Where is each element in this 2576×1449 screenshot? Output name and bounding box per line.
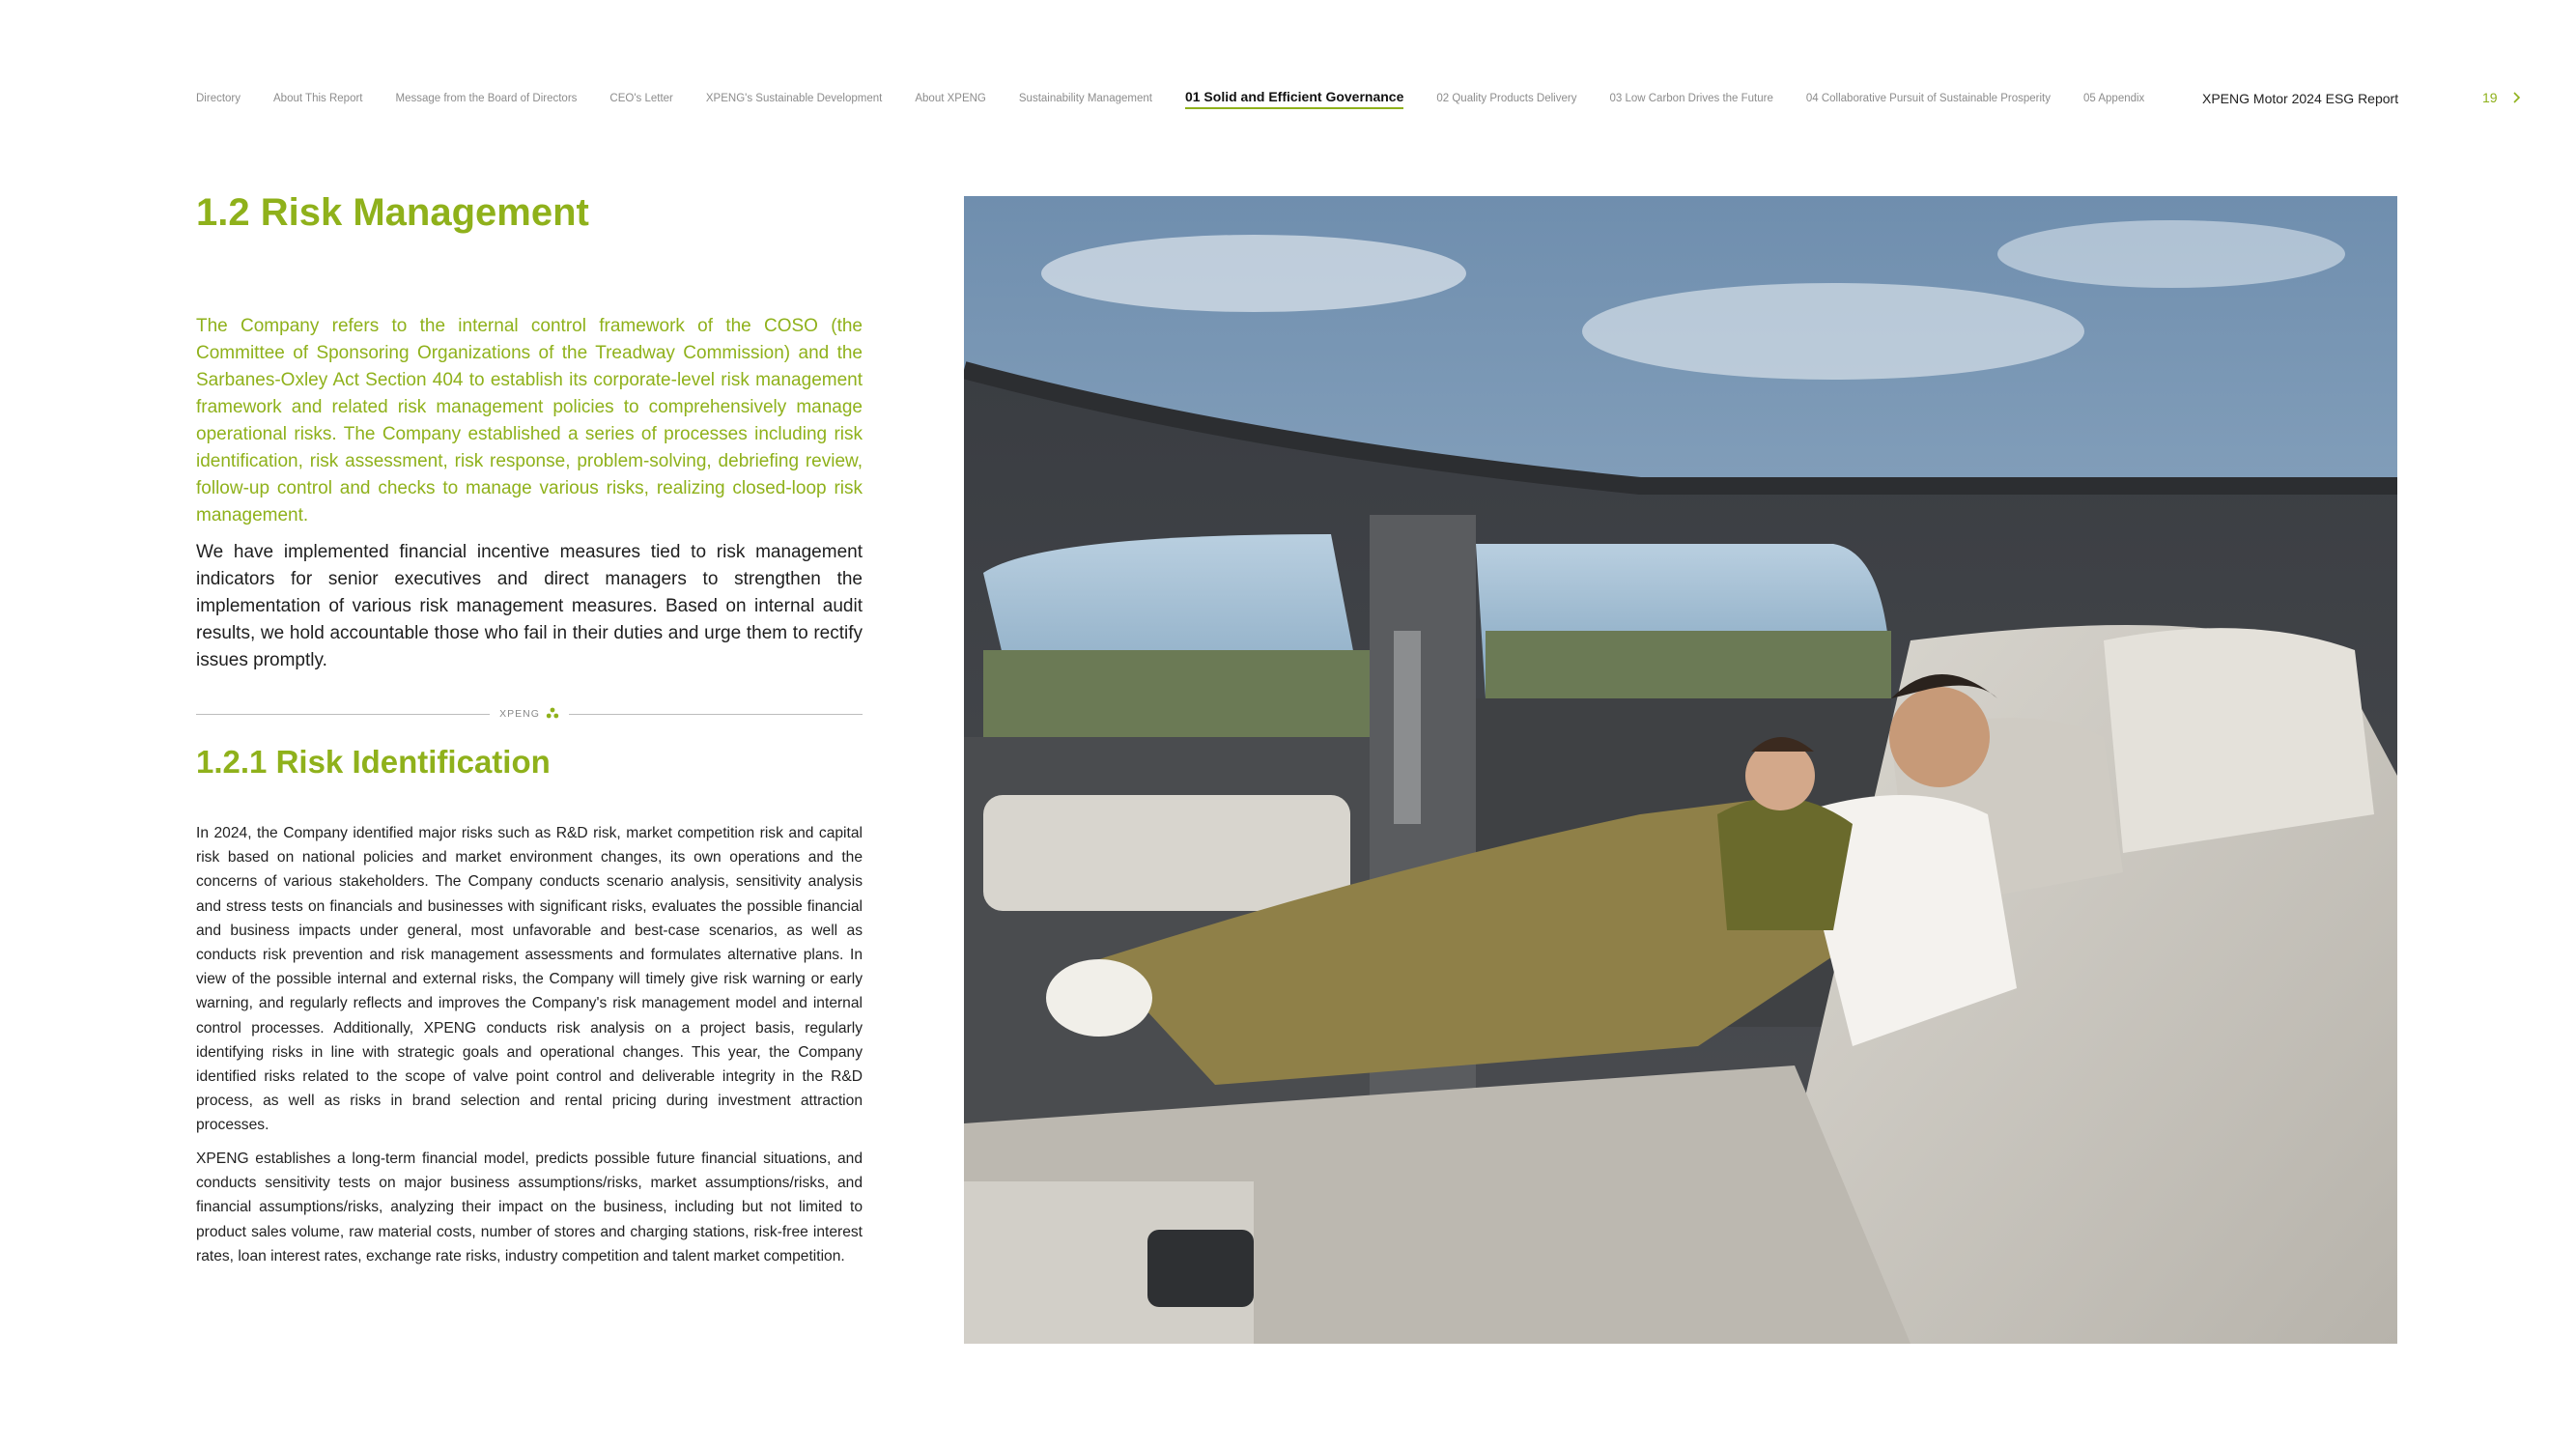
- top-navigation: [196, 89, 2177, 114]
- nav-item-about-xpeng[interactable]: About XPENG: [915, 93, 986, 104]
- nav-item-board-message[interactable]: Message from the Board of Directors: [395, 93, 578, 104]
- nav-item-ceo-letter[interactable]: CEO's Letter: [609, 93, 673, 104]
- nav-item-prosperity[interactable]: 04 Collaborative Pursuit of Sustainable Prosperity: [1805, 93, 2051, 104]
- nav-item-directory[interactable]: Directory: [196, 93, 241, 104]
- nav-item-governance[interactable]: 01 Solid and Efficient Governance: [1185, 89, 1403, 109]
- section-divider: [196, 703, 863, 724]
- subsection-body: XPENG establishes a long-term financial model, predicts possible future financial situations, and conducts sensitivity tests on major business assumptions/risks, market assumptions/risks, and financial assumptions/risks, analyzing their impact on the business, including but not limited to product sales volume, raw material costs, number of stores and charging stations, risk-free interest rates, loan interest rates, exchange rate risks, industry competition and talent market competition.: [196, 1151, 863, 1264]
- report-title: XPENG Motor 2024 ESG Report: [2202, 91, 2399, 106]
- section-title: 1.2 Risk Management: [196, 191, 589, 234]
- divider-brand: [490, 707, 569, 722]
- xpeng-leaf-icon: [546, 707, 559, 722]
- nav-item-sustainability-management[interactable]: Sustainability Management: [1018, 93, 1152, 104]
- subsection-body: In 2024, the Company identified major risks such as R&D risk, market competition risk and capital risk based on national policies and market environment changes, its own operations and the concerns of various stakeholders. The Company conducts scenario analysis, sensitivity analysis and stress tests on financials and businesses with significant risks, evaluates the possible financial and business impacts under general, most unfavorable and best-case scenarios, as well as conducts risk prevention and risk management assessments and formulates alternative plans. In view of the possible internal and external risks, the Company will timely give risk warning or early warning, and regularly reflects and improves the Company's risk management model and internal control processes. Additionally, XPENG conducts risk analysis on a project basis, regularly identifying risks in line with strategic goals and operational changes. This year, the Company identified risks related to the scope of valve point control and deliverable integrity in the R&D process, as well as risks in brand selection and rental pricing during investment attraction processes.: [196, 825, 863, 1134]
- nav-item-about-report[interactable]: About This Report: [273, 93, 363, 104]
- page-number: 19: [2482, 90, 2498, 105]
- divider-brand-text: XPENG: [499, 708, 540, 720]
- section-paragraph: We have implemented financial incentive measures tied to risk management indicators for senior executives and direct managers to strengthen the implementation of various risk management measures. Based on internal audit results, we hold accountable those who fail in their duties and urge them to rectify issues promptly.: [196, 542, 863, 670]
- divider-line: [569, 714, 863, 715]
- nav-item-quality-products[interactable]: 02 Quality Products Delivery: [1436, 93, 1577, 104]
- divider-line: [196, 714, 490, 715]
- chevron-right-icon[interactable]: [2509, 89, 2525, 106]
- nav-item-sustainable-development[interactable]: XPENG's Sustainable Development: [705, 93, 883, 104]
- subsection-title: 1.2.1 Risk Identification: [196, 744, 551, 780]
- section-intro: The Company refers to the internal control framework of the COSO (the Committee of Sponsoring Organizations of the Treadway Commission) and the Sarbanes-Oxley Act Section 404 to establish its corporate-level risk management framework and related risk management policies to comprehensively manage operational risks. The Company established a series of processes including risk identification, risk assessment, risk response, problem-solving, debriefing review, follow-up control and checks to manage various risks, realizing closed-loop risk management.: [196, 316, 863, 526]
- car-interior-photo: [964, 196, 2397, 1344]
- nav-item-low-carbon[interactable]: 03 Low Carbon Drives the Future: [1609, 93, 1773, 104]
- nav-item-appendix[interactable]: 05 Appendix: [2083, 93, 2145, 104]
